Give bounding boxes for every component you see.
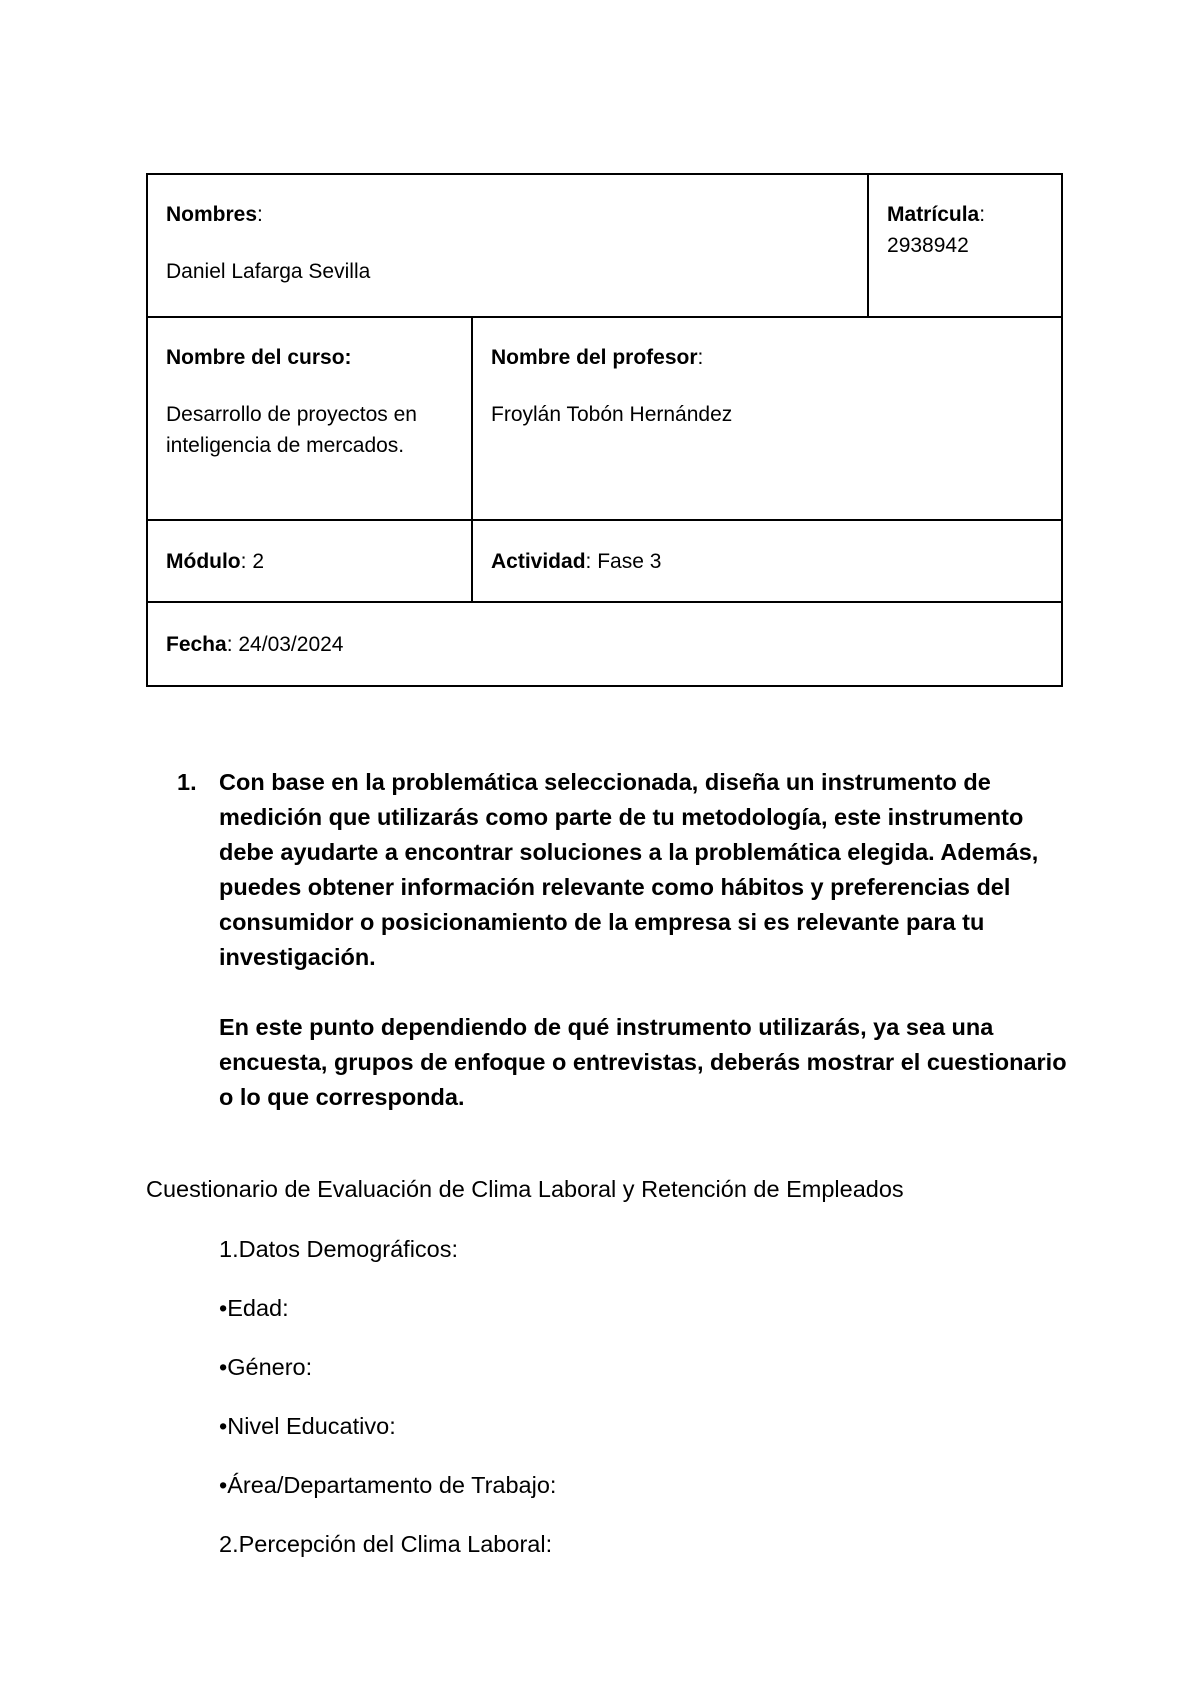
table-row bbox=[147, 317, 1062, 520]
question-body bbox=[219, 765, 1069, 1115]
list-item: •Nivel Educativo: bbox=[219, 1413, 396, 1439]
list-item: •Género: bbox=[219, 1354, 313, 1380]
list-item: 2.Percepción del Clima Laboral: bbox=[219, 1531, 553, 1557]
nombres-cell: Nombres: Daniel Lafarga Sevilla bbox=[147, 174, 868, 317]
list-item: •Área/Departamento de Trabajo: bbox=[219, 1472, 557, 1498]
modulo-cell: Módulo: 2 bbox=[147, 520, 472, 602]
nombres-value: Daniel Lafarga Sevilla bbox=[166, 260, 371, 283]
student-info-table bbox=[146, 173, 1063, 687]
question-number: 1. bbox=[177, 769, 197, 795]
question-paragraph-1: Con base en la problemática seleccionada, diseña un instrumento de medición que utilizarás como parte de tu metodología, este instrumento debe ayudarte a encontrar soluciones a la problemática elegida. Además, puedes obtener información relevante como hábitos y preferencias del consumidor o posicionamiento de la empresa si es relevante para tu investigación. bbox=[219, 769, 1039, 970]
list-item: 1.Datos Demográficos: bbox=[219, 1236, 459, 1262]
nombres-label: Nombres bbox=[166, 203, 258, 226]
survey-title: Cuestionario de Evaluación de Clima Laboral y Retención de Empleados bbox=[146, 1176, 904, 1202]
curso-cell bbox=[147, 317, 472, 520]
table-row bbox=[147, 602, 1062, 686]
matricula-cell: Matrícula: 2938942 bbox=[868, 174, 1062, 317]
profesor-value: Froylán Tobón Hernández bbox=[491, 403, 733, 426]
modulo-value: 2 bbox=[252, 550, 264, 573]
fecha-label: Fecha bbox=[166, 633, 227, 656]
profesor-cell: Nombre del profesor: Froylán Tobón Hernández bbox=[472, 317, 1062, 520]
fecha-value: 24/03/2024 bbox=[238, 633, 344, 656]
curso-value: Desarrollo de proyectos en inteligencia de mercados. bbox=[166, 403, 417, 457]
actividad-cell: Actividad: Fase 3 bbox=[472, 520, 1062, 602]
table-row bbox=[147, 520, 1062, 602]
matricula-label: Matrícula bbox=[887, 203, 980, 226]
actividad-value: Fase 3 bbox=[597, 550, 662, 573]
survey-item-list bbox=[219, 1233, 556, 1587]
question-paragraph-2: En este punto dependiendo de qué instrumento utilizarás, ya sea una encuesta, grupos de enfoque o entrevistas, deberás mostrar el cuestionario o lo que corresponda. bbox=[219, 1014, 1067, 1110]
actividad-label: Actividad bbox=[491, 550, 586, 573]
fecha-cell: Fecha: 24/03/2024 bbox=[147, 602, 1062, 686]
table-row bbox=[147, 174, 1062, 317]
matricula-value: 2938942 bbox=[887, 234, 969, 257]
curso-label: Nombre del curso: bbox=[166, 346, 352, 369]
list-item: •Edad: bbox=[219, 1295, 289, 1321]
profesor-label: Nombre del profesor bbox=[491, 346, 698, 369]
modulo-label: Módulo bbox=[166, 550, 241, 573]
